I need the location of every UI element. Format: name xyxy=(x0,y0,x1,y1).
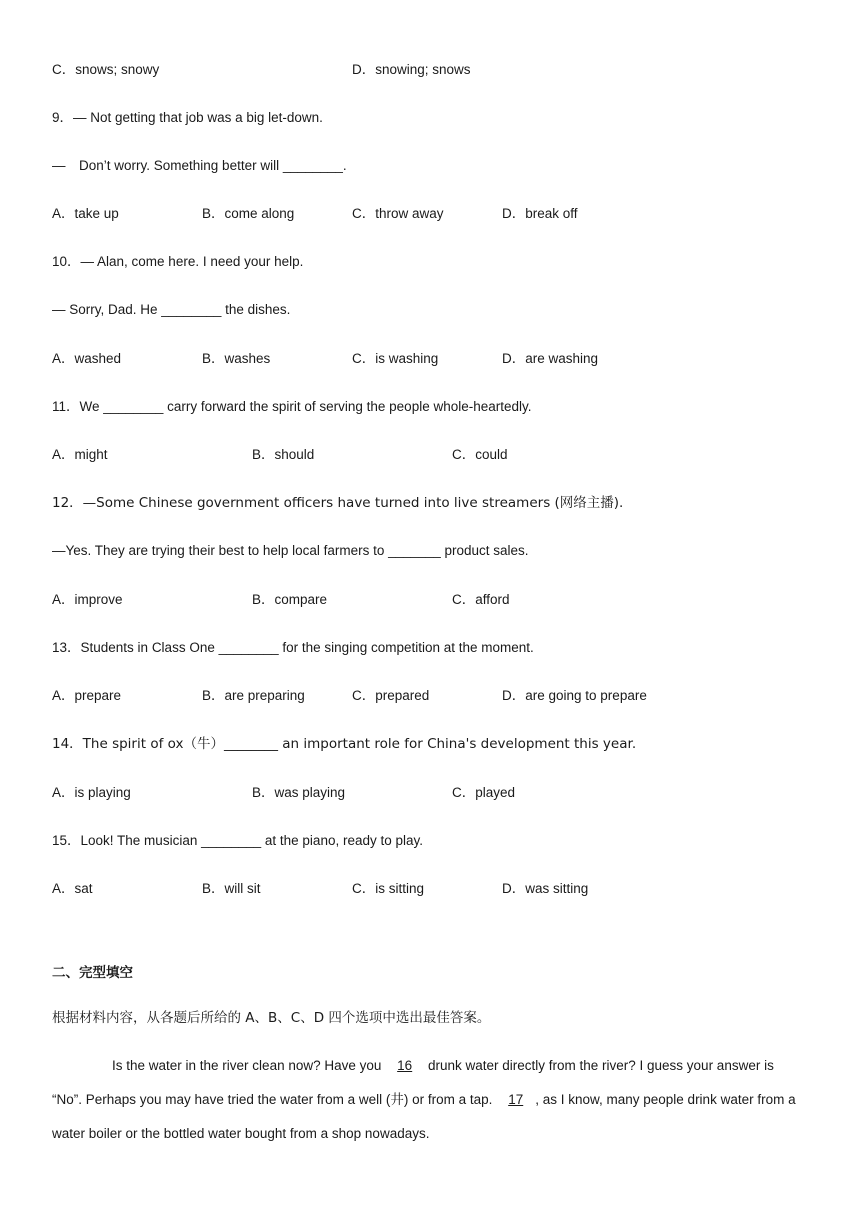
q15-option-a: A．sat xyxy=(52,881,93,896)
blank-16: 16 xyxy=(397,1058,413,1073)
passage-part-3: , as I know, many people drink water from a water boiler or the bottled water bought from a shop nowadays. xyxy=(52,1092,796,1141)
q9-option-a: A．take up xyxy=(52,206,119,221)
q12-option-a: A．improve xyxy=(52,592,123,607)
q8-option-c: C．snows; snowy xyxy=(52,62,160,77)
q13-option-c: C．prepared xyxy=(352,688,430,703)
q15-option-b: B．will sit xyxy=(202,881,261,896)
q9-option-c: C．throw away xyxy=(352,206,444,221)
q9-option-d: D．break off xyxy=(502,206,578,221)
q12-option-b: B．compare xyxy=(252,592,328,607)
passage-part-1: Is the water in the river clean now? Have you xyxy=(112,1058,382,1073)
q15-option-c: C．is sitting xyxy=(352,881,425,896)
q13-stem: 13．Students in Class One ________ for the singing competition at the moment. xyxy=(52,640,534,655)
blank-17: 17 xyxy=(508,1092,524,1107)
q12-stem: 12．—Some Chinese government officers have turned into live streamers (网络主播). xyxy=(52,495,624,511)
q9-option-b: B．come along xyxy=(202,206,295,221)
q11-option-a: A．might xyxy=(52,447,108,462)
q14-option-c: C．played xyxy=(452,785,516,800)
q15-stem: 15．Look! The musician ________ at the piano, ready to play. xyxy=(52,833,423,848)
section-2-title: 二、完型填空 xyxy=(52,965,133,981)
q11-stem: 11．We ________ carry forward the spirit of serving the people whole-heartedly. xyxy=(52,399,532,414)
q12-reply: —Yes. They are trying their best to help local farmers to _______ product sales. xyxy=(52,543,529,558)
q11-option-b: B．should xyxy=(252,447,315,462)
q9-stem: 9．— Not getting that job was a big let-down. xyxy=(52,110,323,125)
q11-option-c: C．could xyxy=(452,447,508,462)
q13-option-a: A．prepare xyxy=(52,688,122,703)
passage-part-2: drunk water directly from the river? I guess your answer is “No”. Perhaps you may have tried the water from a well (井) or from a tap. xyxy=(52,1058,774,1107)
q10-option-d: D．are washing xyxy=(502,351,599,366)
q15-option-d: D．was sitting xyxy=(502,881,589,896)
q14-option-b: B．was playing xyxy=(252,785,346,800)
q10-option-a: A．washed xyxy=(52,351,122,366)
q10-option-b: B．washes xyxy=(202,351,271,366)
q13-option-d: D．are going to prepare xyxy=(502,688,647,703)
section-2-instruction: 根据材料内容，从各题后所给的 A、B、C、D 四个选项中选出最佳答案。 xyxy=(52,1010,491,1026)
q10-option-c: C．is washing xyxy=(352,351,439,366)
q9-reply: — Don’t worry. Something better will ________. xyxy=(52,158,347,173)
q8-option-d: D．snowing; snows xyxy=(352,62,471,77)
q14-option-a: A．is playing xyxy=(52,785,131,800)
q14-stem: 14．The spirit of ox（牛）________ an important role for China's development this year. xyxy=(52,736,637,752)
q13-option-b: B．are preparing xyxy=(202,688,305,703)
q12-option-c: C．afford xyxy=(452,592,510,607)
cloze-passage xyxy=(52,1049,797,1151)
q10-stem: 10．— Alan, come here. I need your help. xyxy=(52,254,304,269)
q10-reply: — Sorry, Dad. He ________ the dishes. xyxy=(52,302,291,317)
